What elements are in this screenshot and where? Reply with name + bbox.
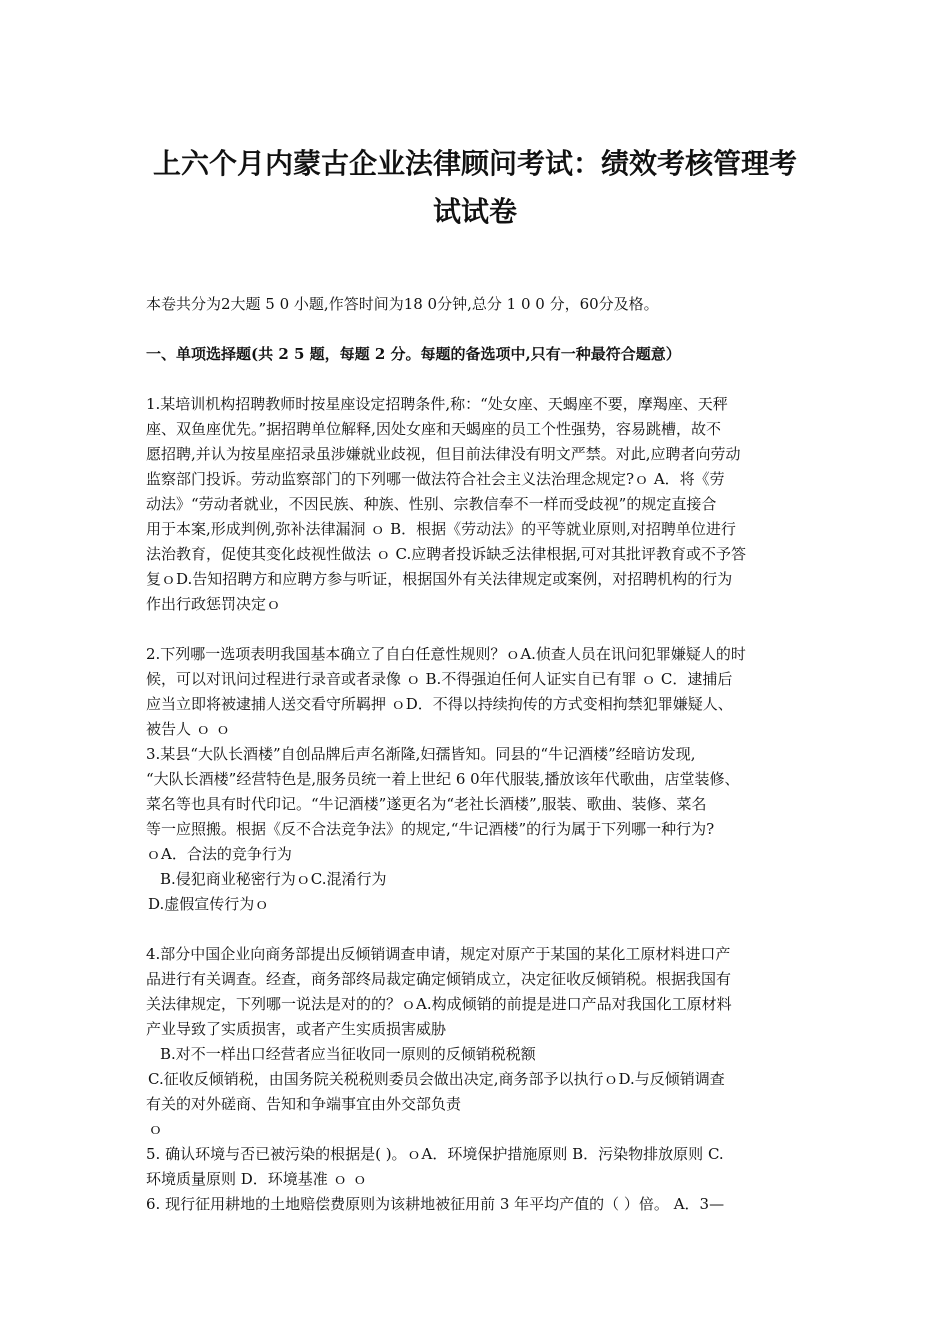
question-line: 5. 确认环境与否已被污染的根据是( )。ｏA．环境保护措施原则 B．污染物排放原则 C. <box>146 1145 724 1163</box>
question-line: 2.下列哪一选项表明我国基本确立了自白任意性规则？ｏA.侦查人员在讯问犯罪嫌疑人的时 <box>146 645 746 663</box>
question-line: ｏA．合法的竞争行为 <box>146 845 292 863</box>
question-line: 复ｏD.告知招聘方和应聘方参与听证，根据国外有关法律规定或案例，对招聘机构的行为 <box>146 570 733 588</box>
question-2 <box>146 642 814 742</box>
title-line-2: 试试卷 <box>432 195 517 228</box>
document-title <box>120 140 830 236</box>
option-line: B.对不一样出口经营者应当征收同一原则的反倾销税税额 <box>160 1045 536 1063</box>
question-line: 法治教育，促使其变化歧视性做法 ｏ C.应聘者投诉缺乏法律根据,可对其批评教育或不予答 <box>146 545 747 563</box>
question-line: 候，可以对讯问过程进行录音或者录像 ｏ B.不得强迫任何人证实自已有罪 ｏ C．逮捕后 <box>146 670 733 688</box>
question-line: 1.某培训机构招聘教师时按星座设定招聘条件,称：“处女座、天蝎座不要，摩羯座、天秤 <box>146 395 728 413</box>
question-line: 环境质量原则 D．环境基准 ｏ ｏ <box>146 1170 368 1188</box>
question-line: 品进行有关调查。经查，商务部终局裁定确定倾销成立，决定征收反倾销税。根据我国有 <box>146 970 732 988</box>
question-line: 4.部分中国企业向商务部提出反倾销调查申请，规定对原产于某国的某化工原材料进口产 <box>146 945 731 963</box>
question-1 <box>146 392 814 617</box>
question-line: 关法律规定，下列哪一说法是对的的？ｏA.构成倾销的前提是进口产品对我国化工原材料 <box>146 995 732 1013</box>
question-line: 等一应照搬。根据《反不合法竞争法》的规定,“牛记酒楼”的行为属于下列哪一种行为? <box>146 820 715 838</box>
question-4 <box>146 942 814 1142</box>
title-line-1: 上六个月内蒙古企业法律顾问考试：绩效考核管理考 <box>152 147 797 180</box>
question-5 <box>146 1142 814 1192</box>
question-3 <box>146 742 814 917</box>
question-line: 作出行政惩罚决定ｏ <box>146 595 282 613</box>
option-line: B.侵犯商业秘密行为ｏC.混淆行为 <box>160 870 387 888</box>
question-line: 产业导致了实质损害，或者产生实质损害威胁 <box>146 1020 447 1038</box>
question-line: 动法》“劳动者就业，不因民族、种族、性别、宗教信奉不一样而受歧视”的规定直接合 <box>146 495 717 513</box>
question-line: 有关的对外磋商、告知和争端事宜由外交部负责 <box>146 1095 462 1113</box>
question-line: 愿招聘,并认为按星座招录虽涉嫌就业歧视，但目前法律没有明文严禁。对此,应聘者向劳动 <box>146 445 741 463</box>
question-line: 座、双鱼座优先。”据招聘单位解释,因处女座和天蝎座的员工个性强势，容易跳槽，故不 <box>146 420 721 438</box>
question-line: 3.某县“大队长酒楼”自创品牌后声名渐隆,妇孺皆知。同县的“牛记酒楼”经暗访发现, <box>146 745 696 763</box>
question-line: ｏ <box>148 1120 164 1138</box>
section-header: 一、单项选择题(共 2 5 题，每题 2 分。每题的备选项中,只有一种最符合题意） <box>146 345 681 363</box>
question-line: 6. 现行征用耕地的土地赔偿费原则为该耕地被征用前 3 年平均产值的（ ）倍。 A．3— <box>146 1195 725 1213</box>
question-line: “大队长酒楼”经营特色是,服务员统一着上世纪 6 0年代服装,播放该年代歌曲，店堂装修、 <box>146 770 740 788</box>
question-line: 应当立即将被逮捕人送交看守所羁押 ｏD．不得以持续拘传的方式变相拘禁犯罪嫌疑人、 <box>146 695 733 713</box>
question-line: 用于本案,形成判例,弥补法律漏洞 ｏ B．根据《劳动法》的平等就业原则,对招聘单位进行 <box>146 520 736 538</box>
exam-intro: 本卷共分为2大题 5 0 小题,作答时间为18 0分钟,总分 1 0 0 分，60分及格。 <box>146 295 659 313</box>
question-line: 菜名等也具有时代印记。“牛记酒楼”遂更名为“老社长酒楼”,服装、歌曲、装修、菜名 <box>146 795 707 813</box>
question-line: 被告人 ｏ ｏ <box>146 720 231 738</box>
question-6 <box>146 1192 814 1217</box>
question-line: 监察部门投诉。劳动监察部门的下列哪一做法符合社会主义法治理念规定?ｏ A．将《劳 <box>146 470 725 488</box>
option-line: D.虚假宣传行为ｏ <box>148 895 270 913</box>
document-body <box>146 292 814 1217</box>
option-line: C.征收反倾销税，由国务院关税税则委员会做出决定,商务部予以执行ｏD.与反倾销调查 <box>148 1070 725 1088</box>
